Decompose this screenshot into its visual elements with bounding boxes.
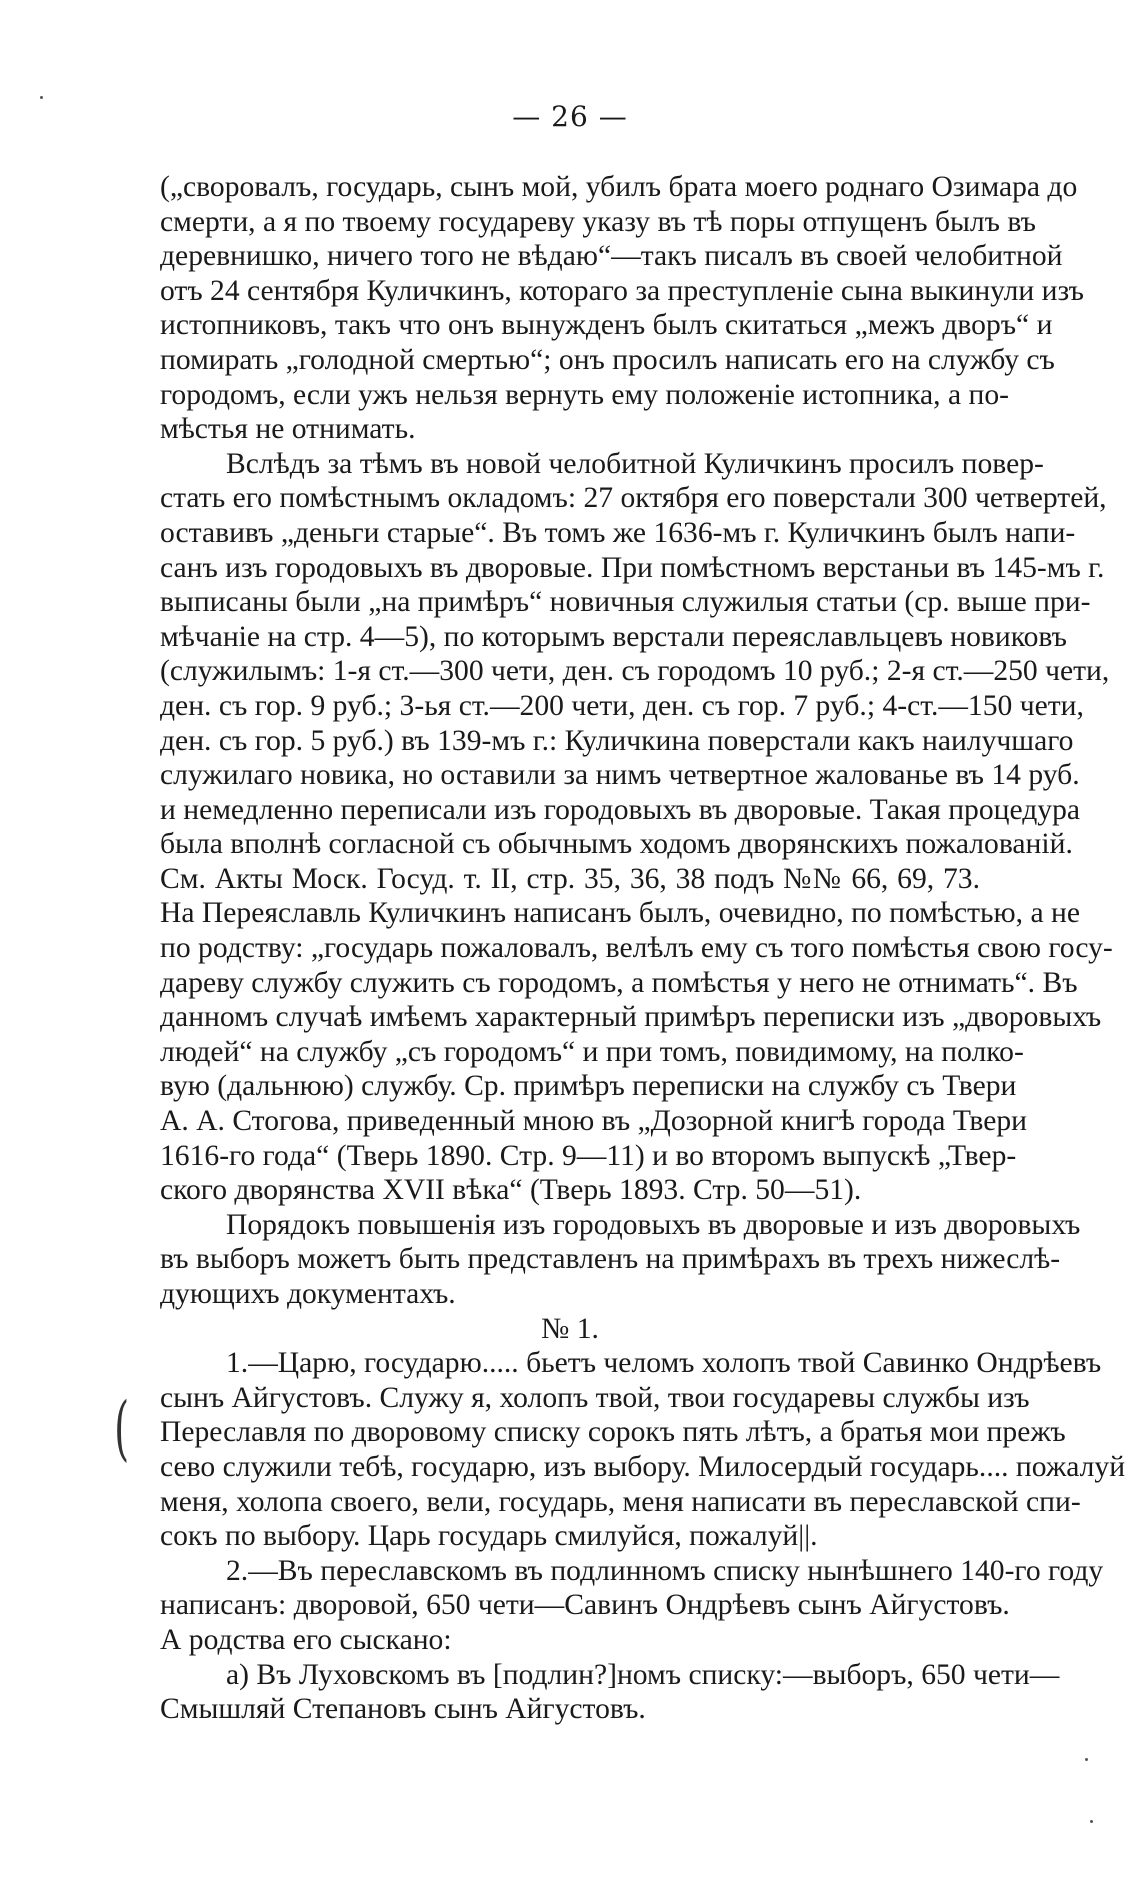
- text-line: дареву службу служить съ городомъ, а помѣстья у него не отнимать“. Въ: [160, 966, 1078, 999]
- text-line: 1616-го года“ (Тверь 1890. Стр. 9—11) и во второмъ выпускѣ „Твер-: [160, 1139, 1017, 1172]
- scan-speck: [1085, 1758, 1088, 1761]
- text-line: людей“ на службу „съ городомъ“ и при томъ, повидимому, на полко-: [160, 1035, 1024, 1068]
- text-line: меня, холопа своего, вели, государь, меня написати въ переславской спи-: [160, 1485, 1081, 1518]
- text-line: ского дворянства XVII вѣка“ (Тверь 1893. Стр. 50—51).: [160, 1174, 862, 1207]
- text-line: 1.—Царю, государю..... бьетъ челомъ холопъ твой Савинко Ондрѣевъ: [226, 1347, 1102, 1380]
- text-line: сево служили тебѣ, государю, изъ выбору. Милосердый государь.... пожалуй: [160, 1450, 1126, 1483]
- text-line: А. А. Стогова, приведенный мною въ „Дозорной книгѣ города Твери: [160, 1105, 1028, 1138]
- text-line: Порядокъ повышенія изъ городовыхъ въ дворовые и изъ дворовыхъ: [226, 1208, 1081, 1241]
- text-line: сокъ по выбору. Царь государь смилуйся, пожалуй||.: [160, 1520, 818, 1553]
- text-line: городомъ, если ужъ нельзя вернуть ему положеніе истопника, а по-: [160, 378, 1009, 411]
- text-line: по родству: „государь пожаловалъ, велѣлъ ему съ того помѣстья свою госу-: [160, 932, 1113, 965]
- text-line: дующихъ документахъ.: [160, 1278, 456, 1310]
- text-line: помирать „голодной смертью“; онъ просилъ написать его на службу съ: [160, 343, 1055, 376]
- text-line: См. Акты Моск. Госуд. т. II, стр. 35, 36, 38 подъ №№ 66, 69, 73.: [160, 862, 980, 895]
- text-line: оставивъ „деньги старые“. Въ томъ же 1636-мъ г. Куличкинъ былъ напи-: [160, 516, 1076, 549]
- paragraph-p5: [160, 1554, 1104, 1658]
- text-line: выписаны были „на примѣръ“ новичныя служилыя статьи (ср. выше при-: [160, 586, 1091, 619]
- text-line: На Переяславль Куличкинъ написанъ былъ, очевидно, по помѣстью, а не: [160, 897, 1080, 930]
- paragraph-p3: [160, 1208, 1081, 1312]
- text-line: („своровалъ, государь, сынъ мой, убилъ брата моего роднаго Озимара до: [160, 171, 1078, 203]
- text-line: Вслѣдъ за тѣмъ въ новой челобитной Куличкинъ просилъ повер-: [226, 447, 1044, 480]
- scan-speck: [40, 96, 43, 99]
- page-number: — 26 —: [512, 100, 628, 133]
- text-line: 2.—Въ переславскомъ въ подлинномъ списку нынѣшнего 140-го году: [226, 1554, 1104, 1587]
- scan-speck: [1090, 1820, 1093, 1823]
- text-line: мѣчаніе на стр. 4—5), по которымъ верстали переяславльцевъ новиковъ: [160, 620, 1067, 653]
- text-line: А родства его сыскано:: [160, 1623, 452, 1656]
- text-line: отъ 24 сентября Куличкинъ, котораго за преступленіе сына выкинули изъ: [160, 274, 1084, 307]
- text-line: ден. съ гор. 9 руб.; 3-ья ст.—200 чети, ден. съ гор. 7 руб.; 4-ст.—150 чети,: [160, 689, 1084, 722]
- text-line: мѣстья не отнимать.: [160, 413, 416, 446]
- paragraph-p1: [160, 170, 1084, 447]
- text-line: сынъ Айгустовъ. Служу я, холопъ твой, твои государевы службы изъ: [160, 1381, 1030, 1414]
- text-line: въ выборъ можетъ быть представленъ на примѣрахъ въ трехъ нижеслѣ-: [160, 1243, 1061, 1276]
- text-line: (служилымъ: 1-я ст.—300 чети, ден. съ городомъ 10 руб.; 2-я ст.—250 чети,: [160, 655, 1110, 688]
- paragraph-p4: [160, 1346, 1126, 1554]
- text-line: Смышляй Степановъ сынъ Айгустовъ.: [160, 1693, 646, 1726]
- text-line: вую (дальнюю) службу. Ср. примѣръ переписки на службу съ Твери: [160, 1070, 1017, 1103]
- text-line: данномъ случаѣ имѣемъ характерный примѣръ переписки изъ „дворовыхъ: [160, 1001, 1102, 1034]
- text-line: смерти, а я по твоему государеву указу въ тѣ поры отпущенъ былъ въ: [160, 205, 1036, 238]
- text-line: написанъ: дворовой, 650 чети—Савинъ Ондрѣевъ сынъ Айгустовъ.: [160, 1589, 1010, 1622]
- text-line: была вполнѣ согласной съ обычнымъ ходомъ дворянскихъ пожалованій.: [160, 828, 1073, 861]
- text-line: санъ изъ городовыхъ въ дворовые. При помѣстномъ верстаньи въ 145-мъ г.: [160, 551, 1105, 584]
- text-line: служилаго новика, но оставили за нимъ четвертное жалованье въ 14 руб.: [160, 759, 1080, 792]
- document-heading: [160, 1312, 980, 1347]
- text-line: и немедленно переписали изъ городовыхъ въ дворовые. Такая процедура: [160, 793, 1081, 826]
- text-line: деревнишко, ничего того не вѣдаю“—такъ писалъ въ своей челобитной: [160, 240, 1063, 273]
- text-line: а) Въ Луховскомъ въ [подлин?]номъ списку:—выборъ, 650 чети—: [226, 1658, 1060, 1691]
- text-line: ден. съ гор. 5 руб.) въ 139-мъ г.: Куличкина поверстали какъ наилучшаго: [160, 724, 1074, 757]
- text-line: стать его помѣстнымъ окладомъ: 27 октября его поверстали 300 четвертей,: [160, 482, 1107, 515]
- text-line: истопниковъ, такъ что онъ вынужденъ былъ скитаться „межъ дворъ“ и: [160, 309, 1053, 342]
- paragraph-p6: [160, 1658, 1060, 1727]
- text-line: Переславля по дворовому списку сорокъ пять лѣтъ, а братья мои прежъ: [160, 1416, 1066, 1449]
- heading-text: № 1.: [541, 1312, 599, 1345]
- paragraph-p2: [160, 447, 1113, 1208]
- text-body: [160, 170, 1126, 1727]
- margin-bracket-mark: (: [114, 1387, 130, 1469]
